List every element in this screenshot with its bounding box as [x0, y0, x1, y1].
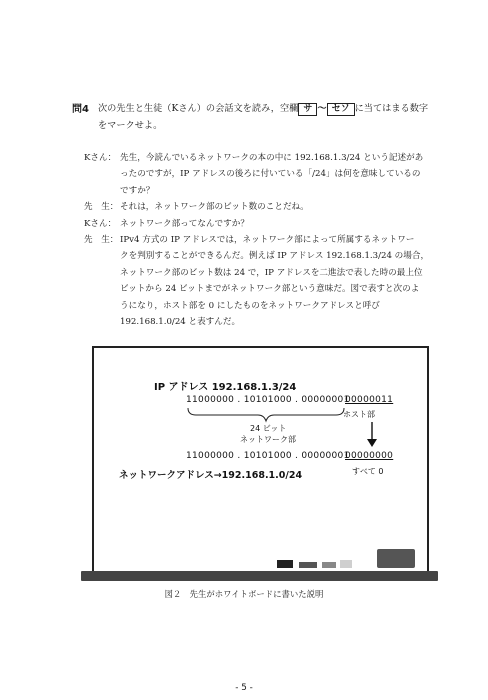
utterance-line: ったのですが，IP アドレスの後ろに付いている「/24」は何を意味しているの: [120, 169, 421, 180]
answer-blank-start: サ: [298, 103, 317, 116]
binary-host-part: 00000011: [345, 395, 394, 405]
dialogue: [84, 150, 444, 330]
page-number: - 5 -: [235, 683, 253, 693]
ip-address-title: IP アドレス 192.168.1.3/24: [154, 382, 297, 393]
speaker-label: 先 生：: [84, 235, 119, 246]
marker-icon: [322, 562, 336, 568]
speaker-label: Kさん：: [84, 153, 117, 163]
utterance-line: ネットワーク部ってなんですか？: [120, 218, 249, 229]
speaker-label: Kさん：: [84, 218, 117, 229]
question-text-before: 次の先生と生徒（Kさん）の会話文を読み，空欄: [98, 103, 299, 114]
utterance-line: クを判別することができるんだ。例えば IP アドレス 192.168.1.3/24 の場合，: [120, 251, 430, 262]
utterance-line: ですか？: [120, 185, 155, 196]
utterance-line: IPv4 方式の IP アドレスでは，ネットワーク部によって所属するネットワー: [120, 235, 415, 246]
marker-icon: [340, 560, 352, 568]
dialogue-turn: [84, 216, 444, 232]
utterance-line: ビットから 24 ビットまでがネットワーク部という意味だ。図で表すと次のよ: [120, 284, 420, 295]
all-zeros-label: すべて 0: [352, 467, 384, 476]
figure-caption: 図２ 先生がホワイトボードに書いた説明: [164, 589, 324, 599]
binary-network-part: 11000000 . 10101000 . 00000001 .: [186, 395, 356, 405]
utterance-line: それは，ネットワーク部のビット数のことだね。: [120, 202, 309, 213]
whiteboard: [92, 346, 429, 576]
marker-icon: [277, 560, 293, 568]
network-address: ネットワークアドレス→192.168.1.0/24: [119, 470, 303, 481]
answer-blank-end: セソ: [327, 103, 355, 116]
question-number: 問4: [72, 104, 89, 115]
eraser-icon: [377, 549, 415, 568]
binary-network-part-2: 11000000 . 10101000 . 00000001 .: [186, 451, 356, 461]
brace-icon: [186, 407, 346, 423]
utterance-line: 192.168.1.0/24 と表すんだ。: [120, 317, 241, 328]
utterance: [120, 199, 444, 215]
marker-icon: [299, 562, 317, 568]
bits-label: 24 ビット: [250, 424, 287, 433]
utterance-line: ネットワーク部のビット数は 24 で，IP アドレスを二進法で表した時の最上位: [120, 267, 423, 278]
utterance-line: うになり，ホスト部を 0 にしたものをネットワークアドレスと呼び: [120, 300, 380, 311]
dialogue-turn: [84, 199, 444, 215]
dialogue-turn: [84, 232, 444, 330]
range-mark: 〜: [317, 103, 327, 114]
network-part-label: ネットワーク部: [240, 435, 296, 444]
dialogue-turn: [84, 150, 444, 199]
host-part-label: ホスト部: [343, 410, 375, 419]
arrow-down-icon: [366, 422, 378, 448]
whiteboard-tray: [81, 571, 438, 581]
utterance: [120, 232, 444, 330]
utterance-line: 先生，今読んでいるネットワークの本の中に 192.168.1.3/24 という記述があ: [120, 153, 424, 163]
utterance: [120, 216, 444, 232]
question-text-after: に当てはまる数字: [354, 103, 429, 114]
utterance: [120, 150, 444, 199]
question-text: [98, 100, 438, 134]
binary-host-zeros: 00000000: [345, 451, 394, 461]
question-text-line2: をマークせよ。: [98, 120, 163, 131]
speaker-label: 先 生：: [84, 202, 119, 213]
